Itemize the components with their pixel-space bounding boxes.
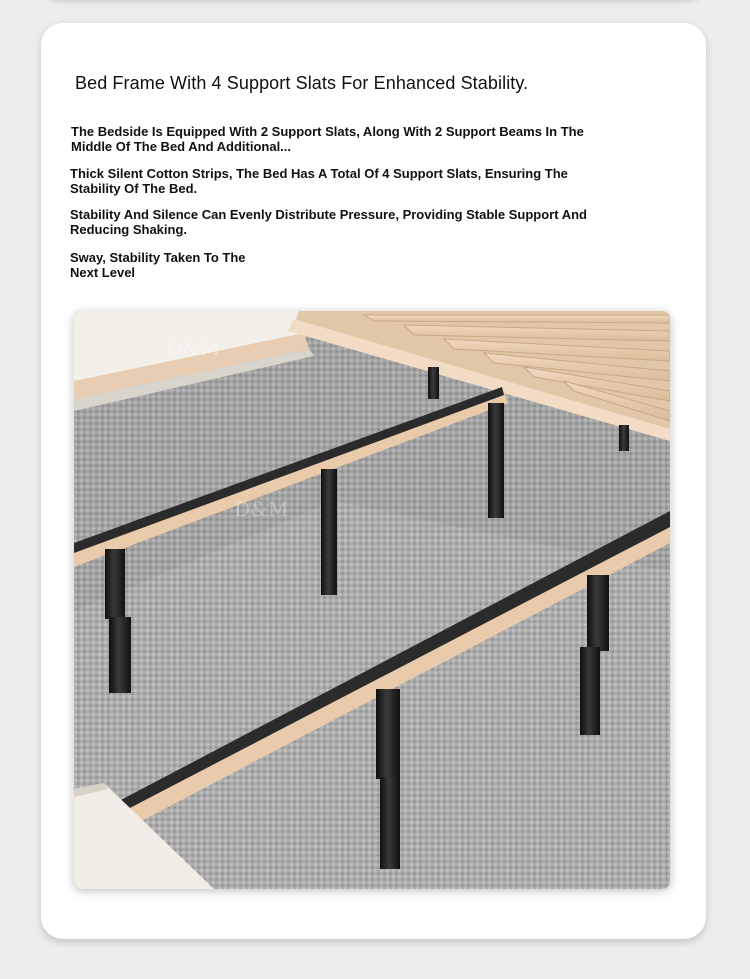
feature-paragraph-4: Sway, Stability Taken To The Next Level xyxy=(70,250,246,280)
feature-paragraph-1: The Bedside Is Equipped With 2 Support Slats, Along With 2 Support Beams In The Middle Of The Bed And Additional... xyxy=(71,124,584,154)
watermark-top: D&M xyxy=(166,336,221,360)
section-title: Bed Frame With 4 Support Slats For Enhanced Stability. xyxy=(75,73,529,93)
product-feature-card xyxy=(41,23,706,939)
feature-paragraph-2: Thick Silent Cotton Strips, The Bed Has A Total Of 4 Support Slats, Ensuring The Stability Of The Bed. xyxy=(70,166,568,196)
feature-paragraph-3: Stability And Silence Can Evenly Distribute Pressure, Providing Stable Support And Reducing Shaking. xyxy=(70,207,587,237)
watermark-center: D&M xyxy=(234,497,289,521)
bed-frame-photo xyxy=(74,311,670,889)
